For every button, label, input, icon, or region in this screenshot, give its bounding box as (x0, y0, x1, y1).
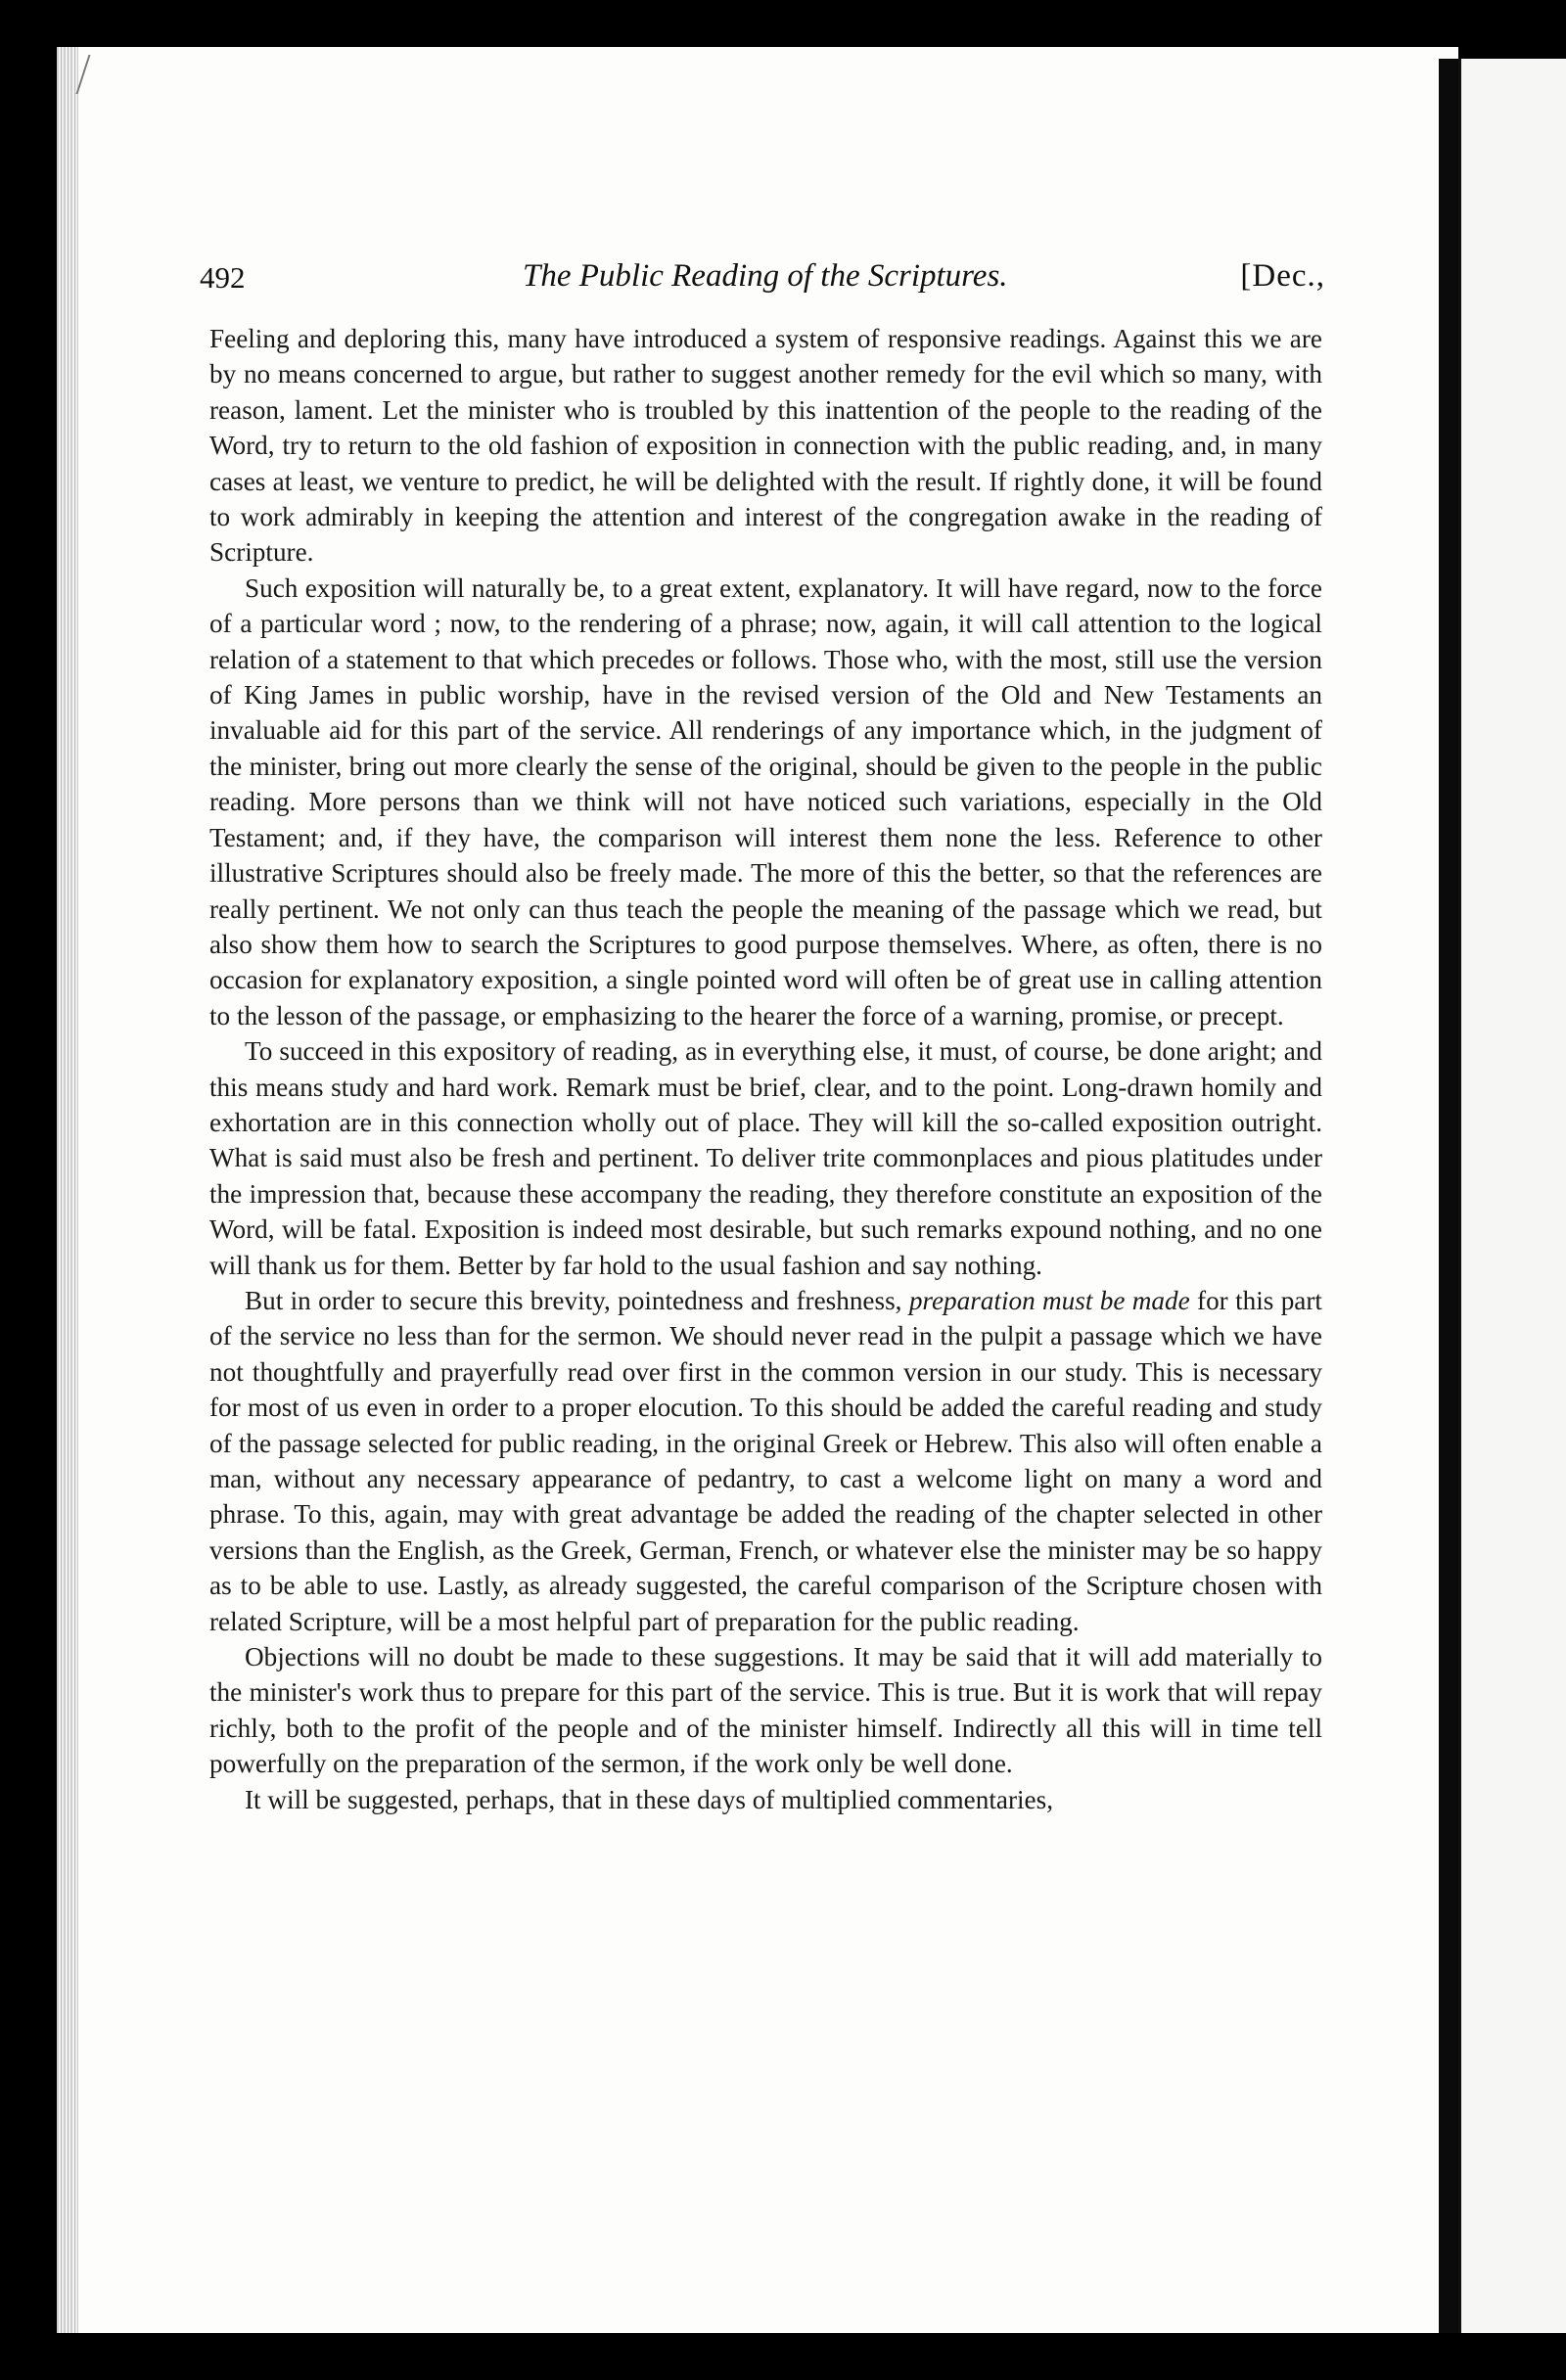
paragraph-text: But in order to secure this brevity, pointedness and freshness, (245, 1285, 909, 1315)
gutter-shadow (1439, 59, 1458, 2333)
page-edge (57, 47, 78, 2333)
paragraph: Objections will no doubt be made to these suggestions. It may be said that it will add materially to the minister's work thus to prepare for this part of the service. This is true. But it is work that will repay richly, both to the profit of the people and of the minister himself. Indirectly all this will in time tell powerfully on the preparation of the sermon, if the work only be well done. (209, 1642, 1322, 1779)
paragraph: Such exposition will naturally be, to a great extent, explanatory. It will have regard, now to the force of a particular word ; now, to the rendering of a phrase; now, again, it will call attention to the logical relation of a statement to that which precedes or follows. Those who, with the most, still use the version of King James in public worship, have in the revised version of the Old and New Testaments an invaluable aid for this part of the service. All renderings of any importance which, in the judgment of the minister, bring out more clearly the sense of the original, should be given to the people in the public reading. More persons than we think will not have noticed such variations, especially in the Old Testament; and, if they have, the comparison will interest them none the less. Reference to other illustrative Scriptures should also be freely made. The more of this the better, so that the references are really pertinent. We not only can thus teach the people the meaning of the passage which we read, but also show them how to search the Scriptures to good purpose themselves. Where, as often, there is no occasion for explanatory exposition, a single pointed word will often be of great use in calling attention to the lesson of the passage, or emphasizing to the hearer the force of a warning, promise, or precept. (209, 572, 1322, 1030)
body-text (209, 321, 1322, 1817)
corner-mark (76, 55, 109, 94)
paragraph-text: for this part of the service no less than for the sermon. We should never read in the pulpit a passage which we have not thoughtfully and prayerfully read over first in the common version in our study. This is necessary for most of us even in order to a proper elocution. To this should be added the careful reading and study of the passage selected for public reading, in the original Greek or Hebrew. This also will often enable a man, without any necessary appearance of pedantry, to cast a welcome light on many a word and phrase. To this, again, may with great advantage be added the reading of the chapter selected in other versions than the English, as the Greek, German, French, or whatever else the minister may be so happy as to be able to use. Lastly, as already suggested, the careful comparison of the Scripture chosen with related Scripture, will be a most helpful part of preparation for the public reading. (209, 1285, 1322, 1636)
running-title: The Public Reading of the Scriptures. (523, 258, 1008, 294)
paragraph: It will be suggested, perhaps, that in these days of multiplied commentaries, (245, 1784, 1054, 1814)
page-number: 492 (200, 260, 246, 295)
running-head (200, 252, 1325, 301)
italic-emphasis: preparation must be made (908, 1285, 1190, 1315)
facing-page-edge (1458, 59, 1566, 2333)
paragraph: To succeed in this expository of reading, as in everything else, it must, of course, be done aright; and this means study and hard work. Remark must be brief, clear, and to the point. Long-drawn homily and exhortation are in this connection wholly out of place. They will kill the so-called exposition outright. What is said must also be fresh and pertinent. To deliver trite commonplaces and pious platitudes under the impression that, because these accompany the reading, they therefore constitute an exposition of the Word, will be fatal. Exposition is indeed most desirable, but such remarks expound nothing, and no one will thank us for them. Better by far hold to the usual fashion and say nothing. (209, 1036, 1322, 1280)
running-date: [Dec., (1240, 258, 1325, 294)
paragraph (209, 1283, 1322, 1639)
paragraph: Feeling and deploring this, many have introduced a system of responsive readings. Against this we are by no means concerned to argue, but rather to suggest another remedy for the evil which so many, with reason, lament. Let the minister who is troubled by this inattention of the people to the reading of the Word, try to return to the old fashion of exposition in connection with the public reading, and, in many cases at least, we venture to predict, he will be delighted with the result. If rightly done, it will be found to work admirably in keeping the attention and interest of the congregation awake in the reading of Scripture. (209, 324, 1322, 568)
